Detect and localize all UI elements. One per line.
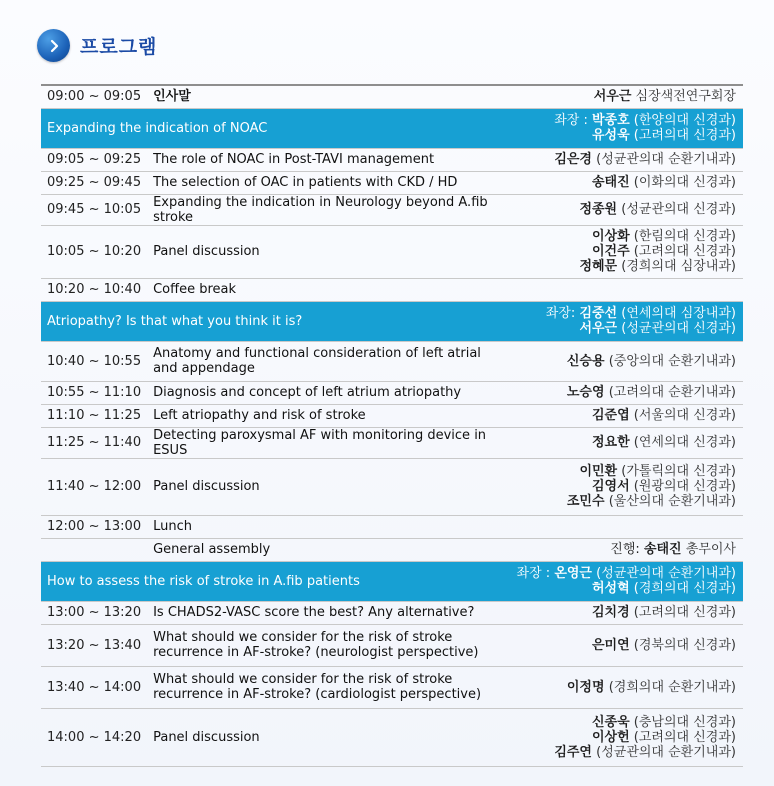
speaker-cell [511, 225, 743, 278]
speaker-cell [511, 381, 743, 404]
speaker-name: 허성혁 [591, 581, 630, 596]
speaker-cell [511, 624, 743, 666]
speaker-line [517, 244, 736, 259]
speaker-affiliation: (중앙의대 순환기내과) [604, 353, 736, 369]
speaker-cell [511, 458, 743, 515]
table-row [41, 538, 743, 561]
time-cell: 11:25 ~ 11:40 [41, 427, 147, 458]
speaker-affiliation: (한림의대 신경과) [629, 229, 736, 244]
speaker-name: 김치경 [591, 605, 630, 620]
speaker-cell [511, 341, 743, 381]
speaker-name: 박종호 [591, 113, 630, 128]
speaker-cell [511, 171, 743, 194]
speaker-line [517, 175, 736, 190]
speaker-affiliation: (한양의대 신경과) [629, 113, 736, 128]
speaker-line [517, 321, 736, 336]
speaker-affiliation: (가톨릭의대 신경과) [617, 464, 736, 479]
speaker-prefix: 좌장 : [554, 113, 592, 128]
speaker-line [517, 605, 736, 620]
time-cell: 10:40 ~ 10:55 [41, 341, 147, 381]
session-header-row [41, 108, 743, 148]
table-row [41, 427, 743, 458]
page-title: 프로그램 [80, 36, 158, 58]
topic-cell: Anatomy and functional consideration of left atrial and appendage [147, 341, 510, 381]
topic-cell: The selection of OAC in patients with CKD / HD [147, 171, 510, 194]
speaker-name: 김주연 [554, 744, 592, 760]
speaker-cell [511, 404, 743, 427]
speaker-affiliation: (고려의대 신경과) [629, 605, 736, 620]
table-row [41, 278, 743, 301]
speaker-line [517, 542, 736, 557]
table-row [41, 381, 743, 404]
speaker-affiliation: (고려의대 신경과) [629, 128, 736, 143]
speaker-cell [511, 278, 743, 301]
speaker-name: 신종욱 [591, 714, 630, 730]
speaker-affiliation: (성균관의대 신경과) [617, 202, 736, 217]
speaker-affiliation: 심장색전연구회장 [631, 89, 736, 105]
topic-cell: What should we consider for the risk of stroke recurrence in AF-stroke? (cardiologist perspective) [147, 666, 510, 708]
speaker-line [517, 745, 736, 760]
speaker-name: 온영근 [554, 566, 592, 581]
time-cell: 09:05 ~ 09:25 [41, 148, 147, 171]
speaker-affiliation: (성균관의대 신경과) [617, 321, 736, 336]
speaker-affiliation: 총무이사 [681, 542, 736, 557]
speaker-line [517, 581, 736, 596]
speaker-affiliation: (성균관의대 순환기내과) [592, 744, 736, 760]
speaker-cell [511, 85, 743, 108]
speaker-affiliation: (고려의대 신경과) [629, 729, 736, 745]
table-row [41, 515, 743, 538]
speaker-cell [511, 194, 743, 225]
speaker-affiliation: (성균관의대 순환기내과) [592, 566, 736, 581]
time-cell [41, 538, 147, 561]
table-row [41, 171, 743, 194]
session-title: Atriopathy? Is that what you think it is? [41, 301, 511, 341]
speaker-affiliation: (경희의대 심장내과) [617, 259, 736, 274]
speaker-line [517, 479, 736, 494]
table-row [41, 85, 743, 108]
session-title: Expanding the indication of NOAC [41, 108, 511, 148]
topic-cell: The role of NOAC in Post-TAVI management [147, 148, 510, 171]
speaker-affiliation: (이화의대 신경과) [629, 175, 736, 190]
speaker-cell [511, 538, 743, 561]
speaker-line [517, 715, 736, 730]
table-row [41, 148, 743, 171]
speaker-line [517, 464, 736, 479]
speaker-name: 서우근 [579, 321, 618, 336]
speaker-name: 송태진 [591, 175, 630, 190]
session-title: How to assess the risk of stroke in A.fib patients [41, 561, 511, 601]
table-row [41, 458, 743, 515]
topic-cell: General assembly [147, 538, 510, 561]
speaker-affiliation: (성균관의대 순환기내과) [592, 152, 736, 167]
time-cell: 14:00 ~ 14:20 [41, 708, 147, 766]
topic-cell: Detecting paroxysmal AF with monitoring device in ESUS [147, 427, 510, 458]
speaker-affiliation: (경희의대 신경과) [629, 581, 736, 596]
speaker-affiliation: (충남의대 신경과) [629, 714, 736, 730]
speaker-prefix: 진행: [610, 542, 644, 557]
speaker-prefix: 좌장 : [516, 566, 555, 581]
topic-cell: Lunch [147, 515, 510, 538]
speaker-cell [511, 708, 743, 766]
time-cell: 09:25 ~ 09:45 [41, 171, 147, 194]
time-cell: 11:40 ~ 12:00 [41, 458, 147, 515]
topic-cell: Left atriopathy and risk of stroke [147, 404, 510, 427]
speaker-line [517, 229, 736, 244]
program-header [37, 29, 157, 62]
session-chairs [511, 561, 743, 601]
speaker-line [517, 385, 736, 400]
speaker-affiliation: (연세의대 심장내과) [617, 306, 736, 321]
speaker-line [517, 638, 736, 653]
speaker-name: 김준엽 [591, 408, 630, 423]
table-row [41, 225, 743, 278]
table-row [41, 624, 743, 666]
topic-cell: Is CHADS2-VASC score the best? Any alternative? [147, 601, 510, 624]
time-cell: 13:20 ~ 13:40 [41, 624, 147, 666]
speaker-affiliation: (경희의대 순환기내과) [604, 679, 736, 695]
topic-cell: Diagnosis and concept of left atrium atriopathy [147, 381, 510, 404]
program-table [41, 84, 743, 767]
topic-cell: Panel discussion [147, 708, 510, 766]
time-cell: 13:40 ~ 14:00 [41, 666, 147, 708]
topic-cell: 인사말 [147, 85, 510, 108]
speaker-name: 이정명 [566, 679, 605, 695]
speaker-cell [511, 515, 743, 538]
topic-cell: Panel discussion [147, 458, 510, 515]
speaker-line [517, 202, 736, 217]
speaker-name: 송태진 [643, 542, 682, 557]
table-row [41, 404, 743, 427]
topic-cell: Panel discussion [147, 225, 510, 278]
speaker-name: 이상화 [591, 229, 630, 244]
time-cell: 10:20 ~ 10:40 [41, 278, 147, 301]
time-cell: 09:45 ~ 10:05 [41, 194, 147, 225]
speaker-cell [511, 666, 743, 708]
speaker-line [517, 113, 736, 128]
speaker-affiliation: (원광의대 신경과) [629, 479, 736, 494]
speaker-name: 김은경 [554, 152, 592, 167]
time-cell: 09:00 ~ 09:05 [41, 85, 147, 108]
session-header-row [41, 301, 743, 341]
speaker-name: 정종원 [579, 202, 618, 217]
time-cell: 11:10 ~ 11:25 [41, 404, 147, 427]
speaker-line [517, 306, 736, 321]
table-row [41, 601, 743, 624]
speaker-line [517, 730, 736, 745]
speaker-cell [511, 427, 743, 458]
speaker-line [517, 680, 736, 695]
speaker-name: 이민환 [579, 464, 618, 479]
speaker-line [517, 354, 736, 369]
speaker-name: 조민수 [566, 494, 605, 509]
time-cell: 12:00 ~ 13:00 [41, 515, 147, 538]
session-header-row [41, 561, 743, 601]
speaker-name: 이건주 [591, 244, 630, 259]
speaker-line [517, 128, 736, 143]
speaker-name: 김영서 [591, 479, 630, 494]
table-row [41, 194, 743, 225]
time-cell: 10:05 ~ 10:20 [41, 225, 147, 278]
speaker-line [517, 259, 736, 274]
speaker-line [517, 152, 736, 167]
speaker-name: 서우근 [593, 89, 632, 105]
speaker-prefix: 좌장: [545, 306, 580, 321]
speaker-name: 이상헌 [591, 729, 630, 745]
speaker-name: 은미연 [591, 637, 630, 653]
topic-cell: Expanding the indication in Neurology beyond A.fib stroke [147, 194, 510, 225]
speaker-cell [511, 148, 743, 171]
speaker-name: 유성욱 [591, 128, 630, 143]
time-cell: 13:00 ~ 13:20 [41, 601, 147, 624]
speaker-affiliation: (경북의대 신경과) [629, 637, 736, 653]
table-row [41, 708, 743, 766]
time-cell: 10:55 ~ 11:10 [41, 381, 147, 404]
speaker-line [517, 408, 736, 423]
speaker-line [517, 89, 736, 104]
chevron-right-icon [37, 29, 70, 62]
speaker-line [517, 494, 736, 509]
speaker-name: 정요한 [591, 435, 630, 450]
table-row [41, 666, 743, 708]
speaker-affiliation: (고려의대 신경과) [629, 244, 736, 259]
speaker-affiliation: (고려의대 순환기내과) [604, 385, 736, 400]
topic-cell: Coffee break [147, 278, 510, 301]
speaker-affiliation: (울산의대 순환기내과) [604, 494, 736, 509]
speaker-name: 정혜문 [579, 259, 618, 274]
speaker-name: 노승영 [566, 385, 605, 400]
speaker-name: 김중선 [579, 306, 618, 321]
speaker-name: 신승용 [566, 353, 605, 369]
session-chairs [511, 301, 743, 341]
speaker-affiliation: (연세의대 신경과) [629, 435, 736, 450]
speaker-line [517, 435, 736, 450]
topic-cell: What should we consider for the risk of stroke recurrence in AF-stroke? (neurologist perspective) [147, 624, 510, 666]
session-chairs [511, 108, 743, 148]
speaker-cell [511, 601, 743, 624]
speaker-affiliation: (서울의대 신경과) [629, 408, 736, 423]
speaker-line [517, 566, 736, 581]
table-row [41, 341, 743, 381]
